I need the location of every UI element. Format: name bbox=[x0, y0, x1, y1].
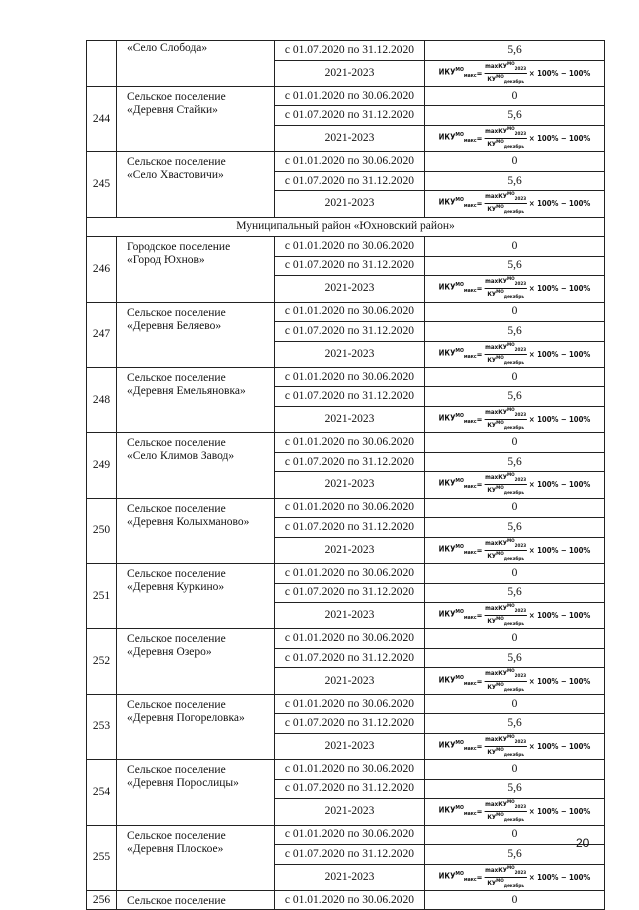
row-number: 248 bbox=[87, 367, 117, 432]
settlement-name-line: «Село Слобода» bbox=[127, 42, 208, 54]
value-cell bbox=[425, 125, 605, 151]
settlement-name bbox=[117, 694, 275, 759]
formula-fraction: $\frac{\max КУ^{МО}_{2023}}{КУ^{МО}_{декабрь}}$ bbox=[485, 473, 527, 497]
value-cell: 5,6 bbox=[425, 518, 605, 538]
formula-fraction: $\frac{\max КУ^{МО}_{2023}}{КУ^{МО}_{декабрь}}$ bbox=[485, 126, 527, 151]
period-cell: 2021-2023 bbox=[275, 341, 425, 367]
settlement-name bbox=[117, 152, 275, 217]
period-cell: с 01.01.2020 по 30.06.2020 bbox=[275, 433, 425, 453]
page-number: 20 bbox=[576, 836, 590, 850]
formula-fraction: $\frac{\max КУ^{МО}_{2023}}{КУ^{МО}_{декабрь}}$ bbox=[485, 604, 527, 628]
row-number: 256 bbox=[87, 890, 117, 910]
value-cell: 0 bbox=[425, 760, 605, 780]
period-cell: с 01.01.2020 по 30.06.2020 bbox=[275, 152, 425, 172]
period-cell: 2021-2023 bbox=[275, 125, 425, 151]
table-row bbox=[87, 433, 605, 453]
value-cell bbox=[425, 60, 605, 86]
value-cell: 5,6 bbox=[425, 452, 605, 472]
value-cell: 5,6 bbox=[425, 106, 605, 126]
formula-ikumax: $ИКУ^{МО}_{макс}$ = $\frac{\max КУ^{МО}_{2023}}{КУ^{МО}_{декабрь}}$ × 100% − 100% bbox=[438, 61, 591, 85]
period-cell: с 01.07.2020 по 31.12.2020 bbox=[275, 322, 425, 342]
settlement-name-line: Сельское поселение bbox=[127, 371, 226, 384]
formula-ikumax: $ИКУ^{МО}_{макс}$ = $\frac{\max КУ^{МО}_{2023}}{КУ^{МО}_{декабрь}}$ × 100% − 100% bbox=[438, 277, 591, 301]
value-cell bbox=[425, 799, 605, 825]
formula-lhs: $ИКУ^{МО}_{макс}$ bbox=[438, 413, 477, 426]
settlement-name-line: «Деревня Плоское» bbox=[127, 842, 224, 855]
formula-lhs: $ИКУ^{МО}_{макс}$ bbox=[438, 347, 477, 360]
value-cell: 0 bbox=[425, 629, 605, 649]
settlement-name-line: «Деревня Беляево» bbox=[127, 319, 222, 332]
formula-fraction: $\frac{\max КУ^{МО}_{2023}}{КУ^{МО}_{декабрь}}$ bbox=[485, 865, 527, 889]
settlement-name-line: «Деревня Стайки» bbox=[127, 103, 218, 116]
settlement-name bbox=[117, 760, 275, 825]
formula-fraction: $\frac{\max КУ^{МО}_{2023}}{КУ^{МО}_{декабрь}}$ bbox=[485, 669, 527, 693]
period-cell: с 01.07.2020 по 31.12.2020 bbox=[275, 648, 425, 668]
value-cell: 5,6 bbox=[425, 779, 605, 799]
settlement-name-line: «Деревня Погореловка» bbox=[127, 711, 245, 724]
formula-ikumax: $ИКУ^{МО}_{макс}$ = $\frac{\max КУ^{МО}_{2023}}{КУ^{МО}_{декабрь}}$ × 100% − 100% bbox=[438, 865, 591, 889]
value-cell: 0 bbox=[425, 890, 605, 910]
value-cell: 0 bbox=[425, 433, 605, 453]
formula-lhs: $ИКУ^{МО}_{макс}$ bbox=[438, 132, 477, 145]
value-cell: 5,6 bbox=[425, 322, 605, 342]
table-row bbox=[87, 694, 605, 714]
formula-ikumax: $ИКУ^{МО}_{макс}$ = $\frac{\max КУ^{МО}_{2023}}{КУ^{МО}_{декабрь}}$ × 100% − 100% bbox=[438, 192, 591, 216]
settlement-name-line: «Деревня Озеро» bbox=[127, 646, 212, 659]
settlement-name-line: Сельское поселение bbox=[127, 633, 226, 646]
value-cell bbox=[425, 668, 605, 694]
formula-fraction: $\frac{\max КУ^{МО}_{2023}}{КУ^{МО}_{декабрь}}$ bbox=[485, 538, 527, 562]
table-row bbox=[87, 498, 605, 518]
row-number: 245 bbox=[87, 152, 117, 217]
formula-lhs: $ИКУ^{МО}_{макс}$ bbox=[438, 478, 477, 491]
table-row bbox=[87, 825, 605, 845]
district-row bbox=[87, 217, 605, 237]
tariff-table bbox=[86, 40, 605, 910]
period-cell: с 01.01.2020 по 30.06.2020 bbox=[275, 760, 425, 780]
value-cell bbox=[425, 276, 605, 302]
formula-fraction: $\frac{\max КУ^{МО}_{2023}}{КУ^{МО}_{декабрь}}$ bbox=[485, 192, 527, 216]
value-cell: 0 bbox=[425, 367, 605, 387]
value-cell bbox=[425, 603, 605, 629]
formula-fraction: $\frac{\max КУ^{МО}_{2023}}{КУ^{МО}_{декабрь}}$ bbox=[485, 277, 527, 301]
period-cell: 2021-2023 bbox=[275, 276, 425, 302]
value-cell: 5,6 bbox=[425, 256, 605, 276]
settlement-name bbox=[117, 86, 275, 151]
period-cell: с 01.07.2020 по 31.12.2020 bbox=[275, 41, 425, 61]
table-row bbox=[87, 564, 605, 584]
period-cell: с 01.07.2020 по 31.12.2020 bbox=[275, 452, 425, 472]
table-row bbox=[87, 302, 605, 322]
settlement-name-line: «Деревня Емельяновка» bbox=[127, 384, 246, 397]
period-cell: 2021-2023 bbox=[275, 406, 425, 432]
formula-ikumax: $ИКУ^{МО}_{макс}$ = $\frac{\max КУ^{МО}_{2023}}{КУ^{МО}_{декабрь}}$ × 100% − 100% bbox=[438, 342, 591, 366]
settlement-name-line: Сельское поселение bbox=[127, 698, 226, 711]
value-cell bbox=[425, 864, 605, 890]
formula-ikumax: $ИКУ^{МО}_{макс}$ = $\frac{\max КУ^{МО}_{2023}}{КУ^{МО}_{декабрь}}$ × 100% − 100% bbox=[438, 800, 591, 824]
row-number: 247 bbox=[87, 302, 117, 367]
period-cell: 2021-2023 bbox=[275, 60, 425, 86]
value-cell bbox=[425, 733, 605, 759]
period-cell: с 01.01.2020 по 30.06.2020 bbox=[275, 564, 425, 584]
settlement-name-line: Сельское поселение bbox=[127, 156, 226, 169]
value-cell: 5,6 bbox=[425, 41, 605, 61]
settlement-name-line: «Село Хвастовичи» bbox=[127, 169, 224, 182]
row-number: 255 bbox=[87, 825, 117, 890]
settlement-name-line: Сельское поселение bbox=[127, 764, 226, 777]
value-cell: 5,6 bbox=[425, 648, 605, 668]
row-number: 254 bbox=[87, 760, 117, 825]
table-row bbox=[87, 152, 605, 172]
row-number: 249 bbox=[87, 433, 117, 498]
value-cell: 0 bbox=[425, 152, 605, 172]
settlement-name-line: Сельское поселение bbox=[127, 90, 226, 103]
formula-fraction: $\frac{\max КУ^{МО}_{2023}}{КУ^{МО}_{декабрь}}$ bbox=[485, 61, 527, 85]
period-cell: 2021-2023 bbox=[275, 472, 425, 498]
settlement-name-line: Сельское поселение bbox=[127, 437, 226, 450]
row-number: 253 bbox=[87, 694, 117, 759]
period-cell: с 01.01.2020 по 30.06.2020 bbox=[275, 629, 425, 649]
settlement-name bbox=[117, 498, 275, 563]
period-cell: 2021-2023 bbox=[275, 537, 425, 563]
period-cell: с 01.07.2020 по 31.12.2020 bbox=[275, 387, 425, 407]
settlement-name-line: «Город Юхнов» bbox=[127, 254, 205, 267]
value-cell bbox=[425, 341, 605, 367]
value-cell: 5,6 bbox=[425, 845, 605, 865]
value-cell: 5,6 bbox=[425, 171, 605, 191]
value-cell bbox=[425, 472, 605, 498]
value-cell bbox=[425, 406, 605, 432]
settlement-name-line: Городское поселение bbox=[127, 241, 231, 254]
table-row bbox=[87, 41, 605, 61]
formula-lhs: $ИКУ^{МО}_{макс}$ bbox=[438, 609, 477, 622]
table-row bbox=[87, 629, 605, 649]
value-cell: 5,6 bbox=[425, 387, 605, 407]
value-cell: 0 bbox=[425, 694, 605, 714]
settlement-name-line: «Село Климов Завод» bbox=[127, 450, 235, 463]
settlement-name bbox=[117, 237, 275, 302]
formula-fraction: $\frac{\max КУ^{МО}_{2023}}{КУ^{МО}_{декабрь}}$ bbox=[485, 342, 527, 366]
value-cell bbox=[425, 537, 605, 563]
settlement-name-line: Сельское поселение bbox=[127, 306, 226, 319]
formula-lhs: $ИКУ^{МО}_{макс}$ bbox=[438, 543, 477, 556]
period-cell: с 01.01.2020 по 30.06.2020 bbox=[275, 367, 425, 387]
period-cell: с 01.01.2020 по 30.06.2020 bbox=[275, 890, 425, 910]
value-cell: 0 bbox=[425, 302, 605, 322]
period-cell: с 01.01.2020 по 30.06.2020 bbox=[275, 498, 425, 518]
period-cell: 2021-2023 bbox=[275, 864, 425, 890]
settlement-name-line: «Деревня Порослицы» bbox=[127, 777, 239, 790]
formula-ikumax: $ИКУ^{МО}_{макс}$ = $\frac{\max КУ^{МО}_{2023}}{КУ^{МО}_{декабрь}}$ × 100% − 100% bbox=[438, 473, 591, 497]
settlement-name bbox=[117, 629, 275, 694]
settlement-name-line: «Деревня Колыхманово» bbox=[127, 515, 250, 528]
settlement-name bbox=[117, 302, 275, 367]
value-cell: 0 bbox=[425, 498, 605, 518]
formula-fraction: $\frac{\max КУ^{МО}_{2023}}{КУ^{МО}_{декабрь}}$ bbox=[485, 407, 527, 432]
formula-ikumax: $ИКУ^{МО}_{макс}$ = $\frac{\max КУ^{МО}_{2023}}{КУ^{МО}_{декабрь}}$ × 100% − 100% bbox=[438, 126, 591, 151]
settlement-name bbox=[117, 367, 275, 432]
table-row bbox=[87, 890, 605, 910]
row-number: 246 bbox=[87, 237, 117, 302]
period-cell: с 01.07.2020 по 31.12.2020 bbox=[275, 171, 425, 191]
settlement-name-line: Сельское поселение bbox=[127, 502, 226, 515]
row-number: 250 bbox=[87, 498, 117, 563]
formula-ikumax: $ИКУ^{МО}_{макс}$ = $\frac{\max КУ^{МО}_{2023}}{КУ^{МО}_{декабрь}}$ × 100% − 100% bbox=[438, 604, 591, 628]
settlement-name bbox=[117, 41, 275, 87]
settlement-name bbox=[117, 825, 275, 890]
table-row bbox=[87, 237, 605, 257]
formula-lhs: $ИКУ^{МО}_{макс}$ bbox=[438, 282, 477, 295]
value-cell: 0 bbox=[425, 237, 605, 257]
value-cell: 0 bbox=[425, 86, 605, 106]
value-cell: 0 bbox=[425, 564, 605, 584]
table-row bbox=[87, 367, 605, 387]
settlement-name-line: Сельское поселение bbox=[127, 568, 226, 580]
formula-lhs: $ИКУ^{МО}_{макс}$ bbox=[438, 66, 477, 79]
period-cell: с 01.01.2020 по 30.06.2020 bbox=[275, 694, 425, 714]
formula-lhs: $ИКУ^{МО}_{макс}$ bbox=[438, 739, 477, 752]
row-number: 252 bbox=[87, 629, 117, 694]
period-cell: с 01.01.2020 по 30.06.2020 bbox=[275, 825, 425, 845]
period-cell: с 01.07.2020 по 31.12.2020 bbox=[275, 518, 425, 538]
period-cell: с 01.07.2020 по 31.12.2020 bbox=[275, 256, 425, 276]
row-number: 244 bbox=[87, 86, 117, 151]
settlement-name-line: «Деревня Куркино» bbox=[127, 581, 225, 593]
period-cell: с 01.07.2020 по 31.12.2020 bbox=[275, 845, 425, 865]
period-cell: с 01.01.2020 по 30.06.2020 bbox=[275, 237, 425, 257]
formula-lhs: $ИКУ^{МО}_{макс}$ bbox=[438, 197, 477, 210]
formula-fraction: $\frac{\max КУ^{МО}_{2023}}{КУ^{МО}_{декабрь}}$ bbox=[485, 800, 527, 824]
table-row bbox=[87, 86, 605, 106]
formula-lhs: $ИКУ^{МО}_{макс}$ bbox=[438, 674, 477, 687]
period-cell: 2021-2023 bbox=[275, 733, 425, 759]
settlement-name-line: Сельское поселение bbox=[127, 829, 226, 842]
formula-lhs: $ИКУ^{МО}_{макс}$ bbox=[438, 805, 477, 818]
formula-ikumax: $ИКУ^{МО}_{макс}$ = $\frac{\max КУ^{МО}_{2023}}{КУ^{МО}_{декабрь}}$ × 100% − 100% bbox=[438, 407, 591, 432]
row-number bbox=[87, 41, 117, 87]
settlement-name bbox=[117, 890, 275, 910]
formula-fraction: $\frac{\max КУ^{МО}_{2023}}{КУ^{МО}_{декабрь}}$ bbox=[485, 734, 527, 759]
formula-ikumax: $ИКУ^{МО}_{макс}$ = $\frac{\max КУ^{МО}_{2023}}{КУ^{МО}_{декабрь}}$ × 100% − 100% bbox=[438, 669, 591, 693]
settlement-name bbox=[117, 433, 275, 498]
period-cell: с 01.01.2020 по 30.06.2020 bbox=[275, 86, 425, 106]
settlement-name-line: Сельское поселение bbox=[127, 894, 226, 907]
table-row bbox=[87, 760, 605, 780]
period-cell: с 01.07.2020 по 31.12.2020 bbox=[275, 714, 425, 734]
settlement-name bbox=[117, 564, 275, 629]
period-cell: 2021-2023 bbox=[275, 799, 425, 825]
value-cell: 5,6 bbox=[425, 583, 605, 603]
period-cell: 2021-2023 bbox=[275, 668, 425, 694]
period-cell: 2021-2023 bbox=[275, 603, 425, 629]
value-cell bbox=[425, 191, 605, 217]
period-cell: 2021-2023 bbox=[275, 191, 425, 217]
formula-ikumax: $ИКУ^{МО}_{макс}$ = $\frac{\max КУ^{МО}_{2023}}{КУ^{МО}_{декабрь}}$ × 100% − 100% bbox=[438, 538, 591, 562]
district-name: Муниципальный район «Юхновский район» bbox=[87, 217, 605, 237]
formula-lhs: $ИКУ^{МО}_{макс}$ bbox=[438, 870, 477, 883]
period-cell: с 01.07.2020 по 31.12.2020 bbox=[275, 779, 425, 799]
formula-ikumax: $ИКУ^{МО}_{макс}$ = $\frac{\max КУ^{МО}_{2023}}{КУ^{МО}_{декабрь}}$ × 100% − 100% bbox=[438, 734, 591, 759]
row-number: 251 bbox=[87, 564, 117, 629]
value-cell: 5,6 bbox=[425, 714, 605, 734]
period-cell: с 01.07.2020 по 31.12.2020 bbox=[275, 583, 425, 603]
period-cell: с 01.07.2020 по 31.12.2020 bbox=[275, 106, 425, 126]
period-cell: с 01.01.2020 по 30.06.2020 bbox=[275, 302, 425, 322]
value-cell: 0 bbox=[425, 825, 605, 845]
